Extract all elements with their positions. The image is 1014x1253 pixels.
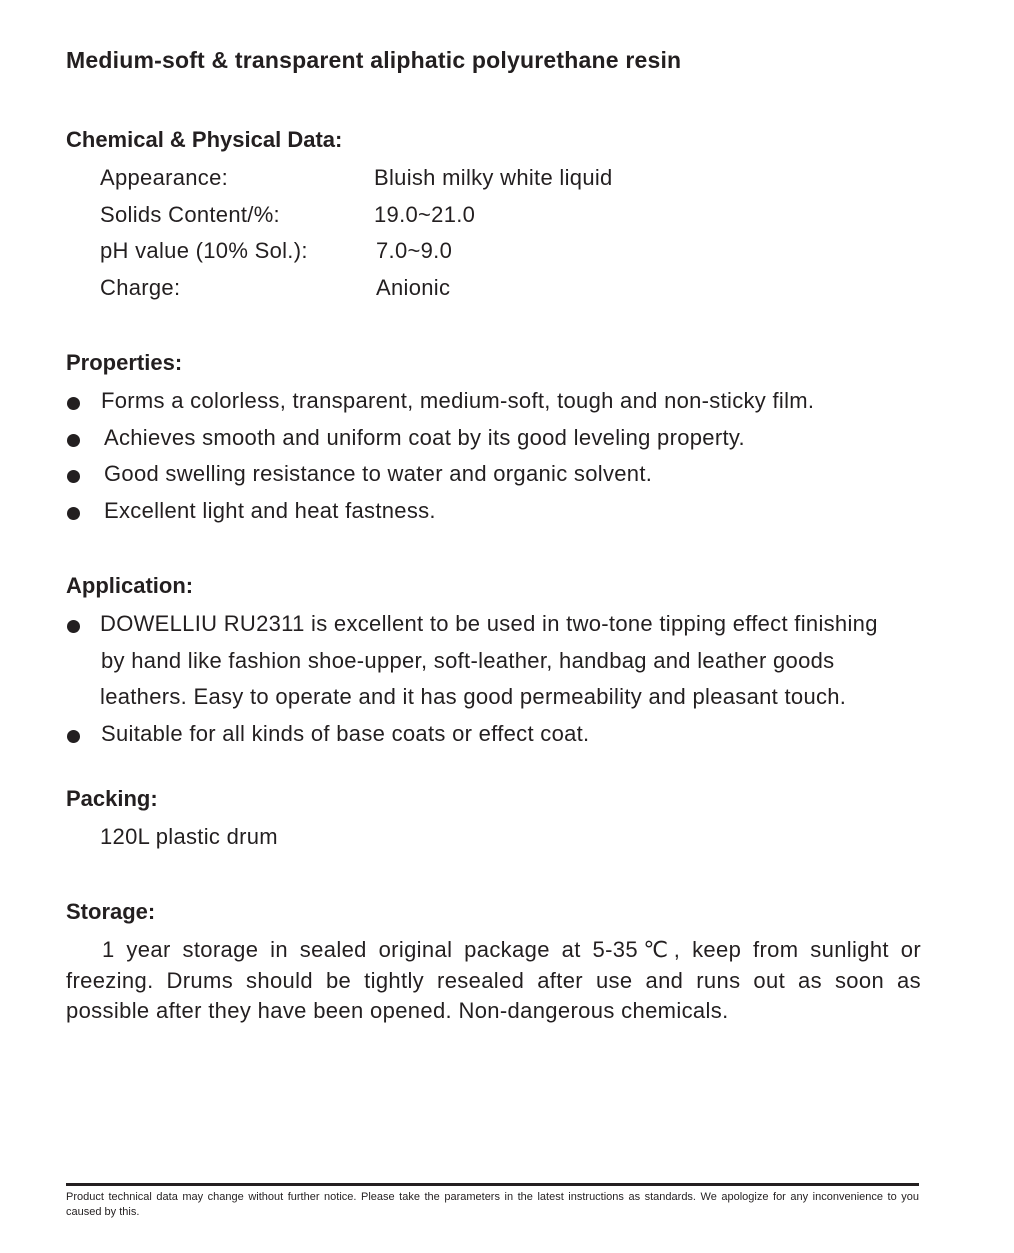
bullet-icon [67, 730, 80, 743]
application-item-line: DOWELLIU RU2311 is excellent to be used in two-tone tipping effect finishing [100, 611, 878, 636]
appearance-label: Appearance: [100, 165, 229, 190]
solids-content-value: 19.0~21.0 [374, 202, 476, 227]
storage-heading: Storage: [66, 899, 156, 924]
property-item: Forms a colorless, transparent, medium-soft, tough and non-sticky film. [101, 388, 815, 413]
solids-content-label: Solids Content/%: [100, 202, 280, 227]
footer-disclaimer: Product technical data may change without further notice. Please take the parameters in the latest instructions as standards. We apologize for any inconvenience to you caused by this. [66, 1191, 919, 1218]
application-heading: Application: [66, 573, 194, 598]
ph-value-value: 7.0~9.0 [376, 238, 453, 263]
application-item-line: by hand like fashion shoe-upper, soft-leather, handbag and leather goods [101, 648, 835, 673]
property-item: Achieves smooth and uniform coat by its good leveling property. [104, 425, 745, 450]
property-item: Excellent light and heat fastness. [104, 498, 436, 523]
document-title: Medium-soft & transparent aliphatic polyurethane resin [66, 47, 682, 73]
appearance-value: Bluish milky white liquid [374, 165, 613, 190]
packing-heading: Packing: [66, 786, 158, 811]
footer-divider [66, 1183, 919, 1186]
chemical-data-heading: Chemical & Physical Data: [66, 127, 343, 152]
charge-value: Anionic [376, 275, 451, 300]
charge-label: Charge: [100, 275, 181, 300]
property-item: Good swelling resistance to water and organic solvent. [104, 461, 653, 486]
application-item-line: leathers. Easy to operate and it has good permeability and pleasant touch. [100, 684, 847, 709]
bullet-icon [67, 507, 80, 520]
bullet-icon [67, 470, 80, 483]
bullet-icon [67, 397, 80, 410]
ph-value-label: pH value (10% Sol.): [100, 238, 308, 263]
properties-heading: Properties: [66, 350, 183, 375]
bullet-icon [67, 434, 80, 447]
storage-text: 1 year storage in sealed original package at 5-35℃, keep from sunlight or freezing. Drums should be tightly resealed after use and runs out as soon as possible after they have been opened. Non-dangerous chemicals. [66, 937, 921, 1023]
bullet-icon [67, 620, 80, 633]
application-item: Suitable for all kinds of base coats or effect coat. [101, 721, 590, 746]
packing-text: 120L plastic drum [100, 824, 278, 849]
